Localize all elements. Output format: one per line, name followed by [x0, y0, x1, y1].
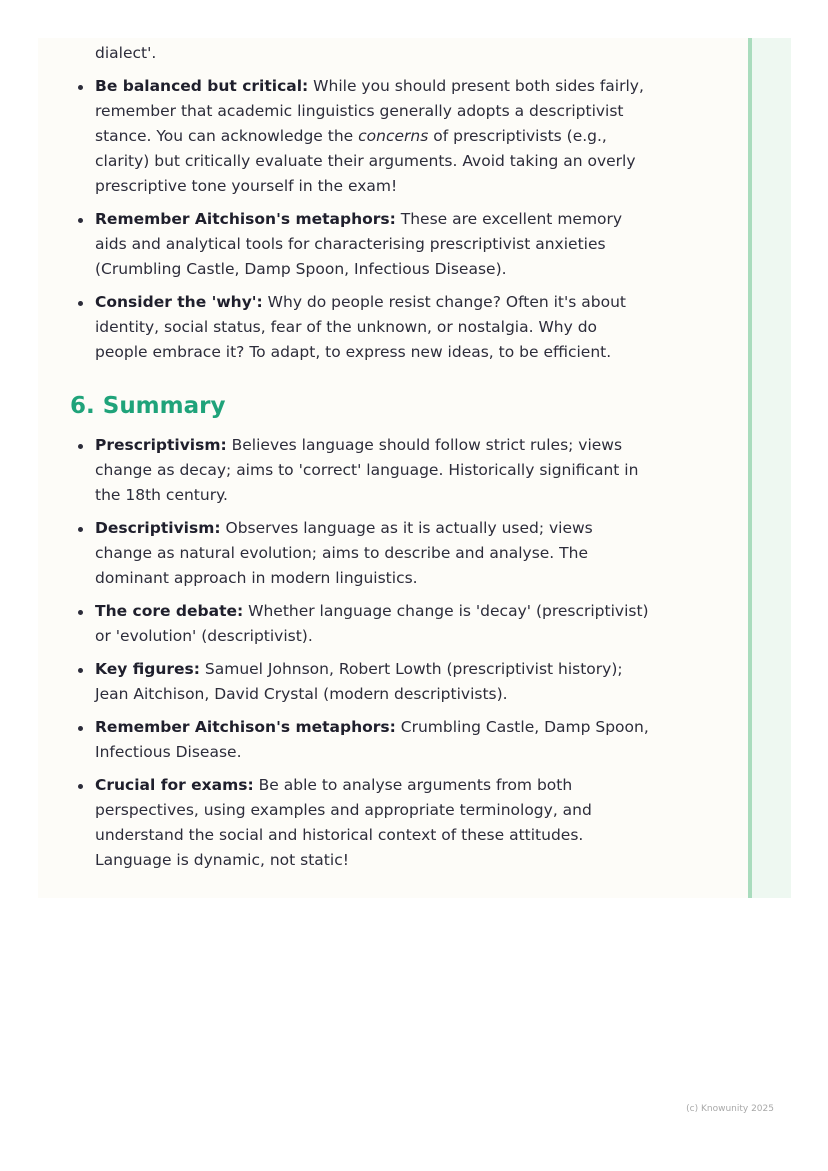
item-text: While you should present both sides fairly, remember that academic linguistics generally adopts a descriptivist stance. You can acknowledge the — [95, 77, 644, 145]
list-item — [70, 657, 650, 707]
list-item — [70, 290, 650, 365]
side-accent-bar — [748, 38, 791, 898]
item-term: Prescriptivism: — [95, 436, 227, 454]
item-term: Crucial for exams: — [95, 776, 254, 794]
copyright-footer: (c) Knowunity 2025 — [686, 1104, 774, 1114]
item-term: Remember Aitchison's metaphors: — [95, 718, 396, 736]
item-term: Be balanced but critical: — [95, 77, 309, 95]
item-text: These are excellent memory aids and analytical tools for characterising prescriptivist anxieties (Crumbling Castle, Damp Spoon, Infectious Disease). — [95, 210, 623, 278]
item-term: Descriptivism: — [95, 519, 221, 537]
list-item — [70, 599, 650, 649]
item-text: Why do people resist change? Often it's about identity, social status, fear of the unknown, or nostalgia. Why do people embrace it? To adapt, to express new ideas, to be efficient. — [95, 293, 626, 361]
summary-heading: 6. Summary — [70, 393, 226, 419]
item-text: Be able to analyse arguments from both perspectives, using examples and appropriate terminology, and understand the social and historical context of these attitudes. Language is dynamic, not static! — [95, 776, 592, 869]
item-text: Believes language should follow strict rules; views change as decay; aims to 'correct' language. Historically significant in the 18th century. — [95, 436, 639, 504]
continuation-text: dialect'. — [95, 44, 157, 62]
item-term: Consider the 'why': — [95, 293, 263, 311]
item-text: Crumbling Castle, Damp Spoon, Infectious Disease. — [95, 718, 649, 761]
list-item — [70, 74, 650, 199]
list-item — [70, 773, 650, 873]
item-term: Remember Aitchison's metaphors: — [95, 210, 396, 228]
item-term: Key figures: — [95, 660, 200, 678]
item-term: The core debate: — [95, 602, 244, 620]
item-emphasis: concerns — [358, 127, 429, 145]
item-text: of prescriptivists (e.g., clarity) but critically evaluate their arguments. Avoid taking an overly prescriptive tone yourself in the exam! — [95, 127, 636, 195]
item-text: Samuel Johnson, Robert Lowth (prescriptivist history); Jean Aitchison, David Crystal (modern descriptivists). — [95, 660, 623, 703]
list-item — [70, 207, 650, 282]
summary-list — [70, 433, 650, 873]
advice-list — [70, 74, 650, 365]
item-text: Whether language change is 'decay' (prescriptivist) or 'evolution' (descriptivist). — [95, 602, 649, 645]
item-text: Observes language as it is actually used; views change as natural evolution; aims to describe and analyse. The dominant approach in modern linguistics. — [95, 519, 593, 587]
list-item — [70, 516, 650, 591]
list-item — [70, 715, 650, 765]
document-body — [70, 38, 650, 881]
list-item — [70, 433, 650, 508]
